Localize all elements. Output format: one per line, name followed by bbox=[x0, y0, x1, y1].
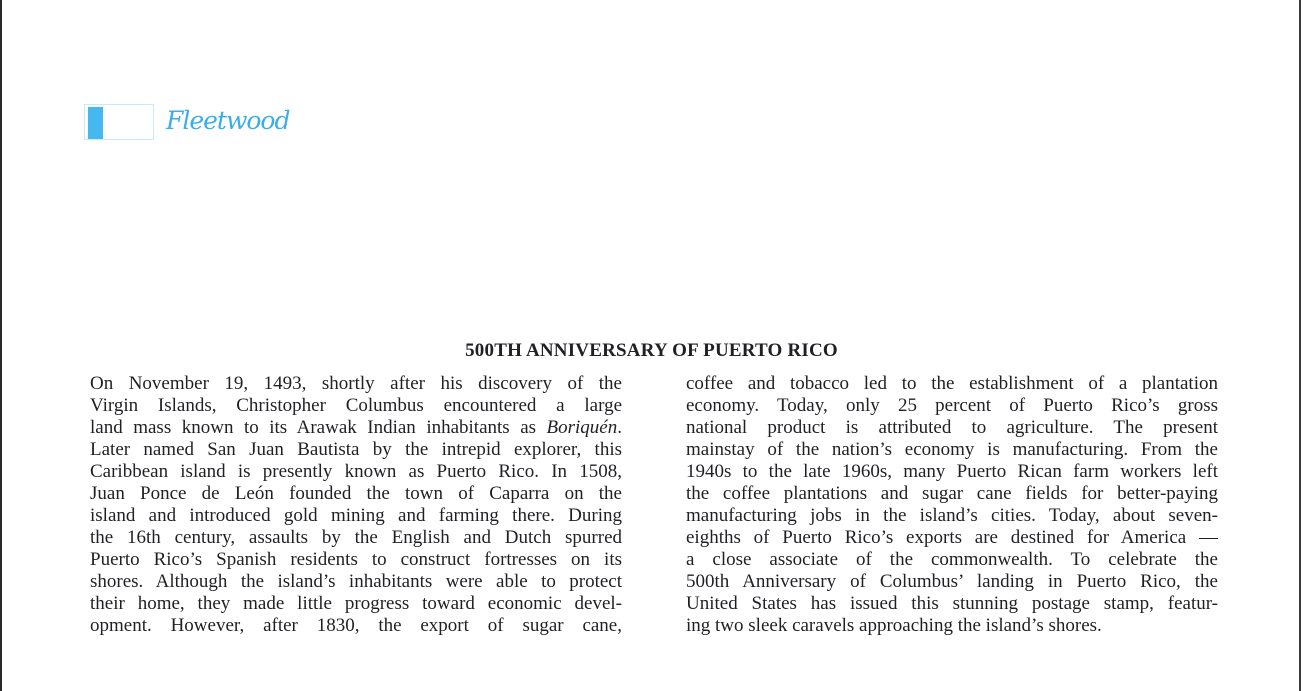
text-line: United States has issued this stunning postage stamp, featur- bbox=[686, 593, 1218, 614]
text-line: Juan Ponce de León founded the town of Caparra on the bbox=[90, 483, 622, 504]
text-line: On November 19, 1493, shortly after his discovery of the bbox=[90, 373, 622, 394]
text-line: land mass known to its Arawak Indian inhabitants as Boriquén. bbox=[90, 417, 622, 438]
text-line: mainstay of the nation’s economy is manufacturing. From the bbox=[686, 439, 1218, 460]
text-line: the 16th century, assaults by the English and Dutch spurred bbox=[90, 527, 622, 548]
text-line: a close associate of the commonwealth. To celebrate the bbox=[686, 549, 1218, 570]
text-line: Later named San Juan Bautista by the intrepid explorer, this bbox=[90, 439, 622, 460]
text-line: manufacturing jobs in the island’s cities. Today, about seven- bbox=[686, 505, 1218, 526]
text-line: island and introduced gold mining and farming there. During bbox=[90, 505, 622, 526]
text-line: ing two sleek caravels approaching the island’s shores. bbox=[686, 615, 1102, 636]
text-line: the coffee plantations and sugar cane fields for better-paying bbox=[686, 483, 1218, 504]
text-line: Puerto Rico’s Spanish residents to construct fortresses on its bbox=[90, 549, 622, 570]
logo-bar bbox=[88, 107, 103, 139]
text-line: 500th Anniversary of Columbus’ landing in Puerto Rico, the bbox=[686, 571, 1218, 592]
text-line: 1940s to the late 1960s, many Puerto Rican farm workers left bbox=[686, 461, 1218, 482]
text-line: coffee and tobacco led to the establishment of a plantation bbox=[686, 373, 1218, 394]
text-line: shores. Although the island’s inhabitants were able to protect bbox=[90, 571, 622, 592]
text-line: their home, they made little progress toward economic devel- bbox=[90, 593, 622, 614]
page-title: 500TH ANNIVERSARY OF PUERTO RICO bbox=[465, 340, 838, 361]
right-column bbox=[686, 373, 1218, 637]
left-column bbox=[90, 373, 622, 637]
logo-frame bbox=[84, 104, 154, 140]
text-line: national product is attributed to agriculture. The present bbox=[686, 417, 1218, 438]
text-line: eighths of Puerto Rico’s exports are destined for America — bbox=[686, 527, 1218, 548]
text-line: Virgin Islands, Christopher Columbus encountered a large bbox=[90, 395, 622, 416]
text-line: economy. Today, only 25 percent of Puerto Rico’s gross bbox=[686, 395, 1218, 416]
text-line: opment. However, after 1830, the export of sugar cane, bbox=[90, 615, 622, 636]
logo-text: Fleetwood bbox=[166, 106, 290, 135]
text-line: Caribbean island is presently known as Puerto Rico. In 1508, bbox=[90, 461, 622, 482]
